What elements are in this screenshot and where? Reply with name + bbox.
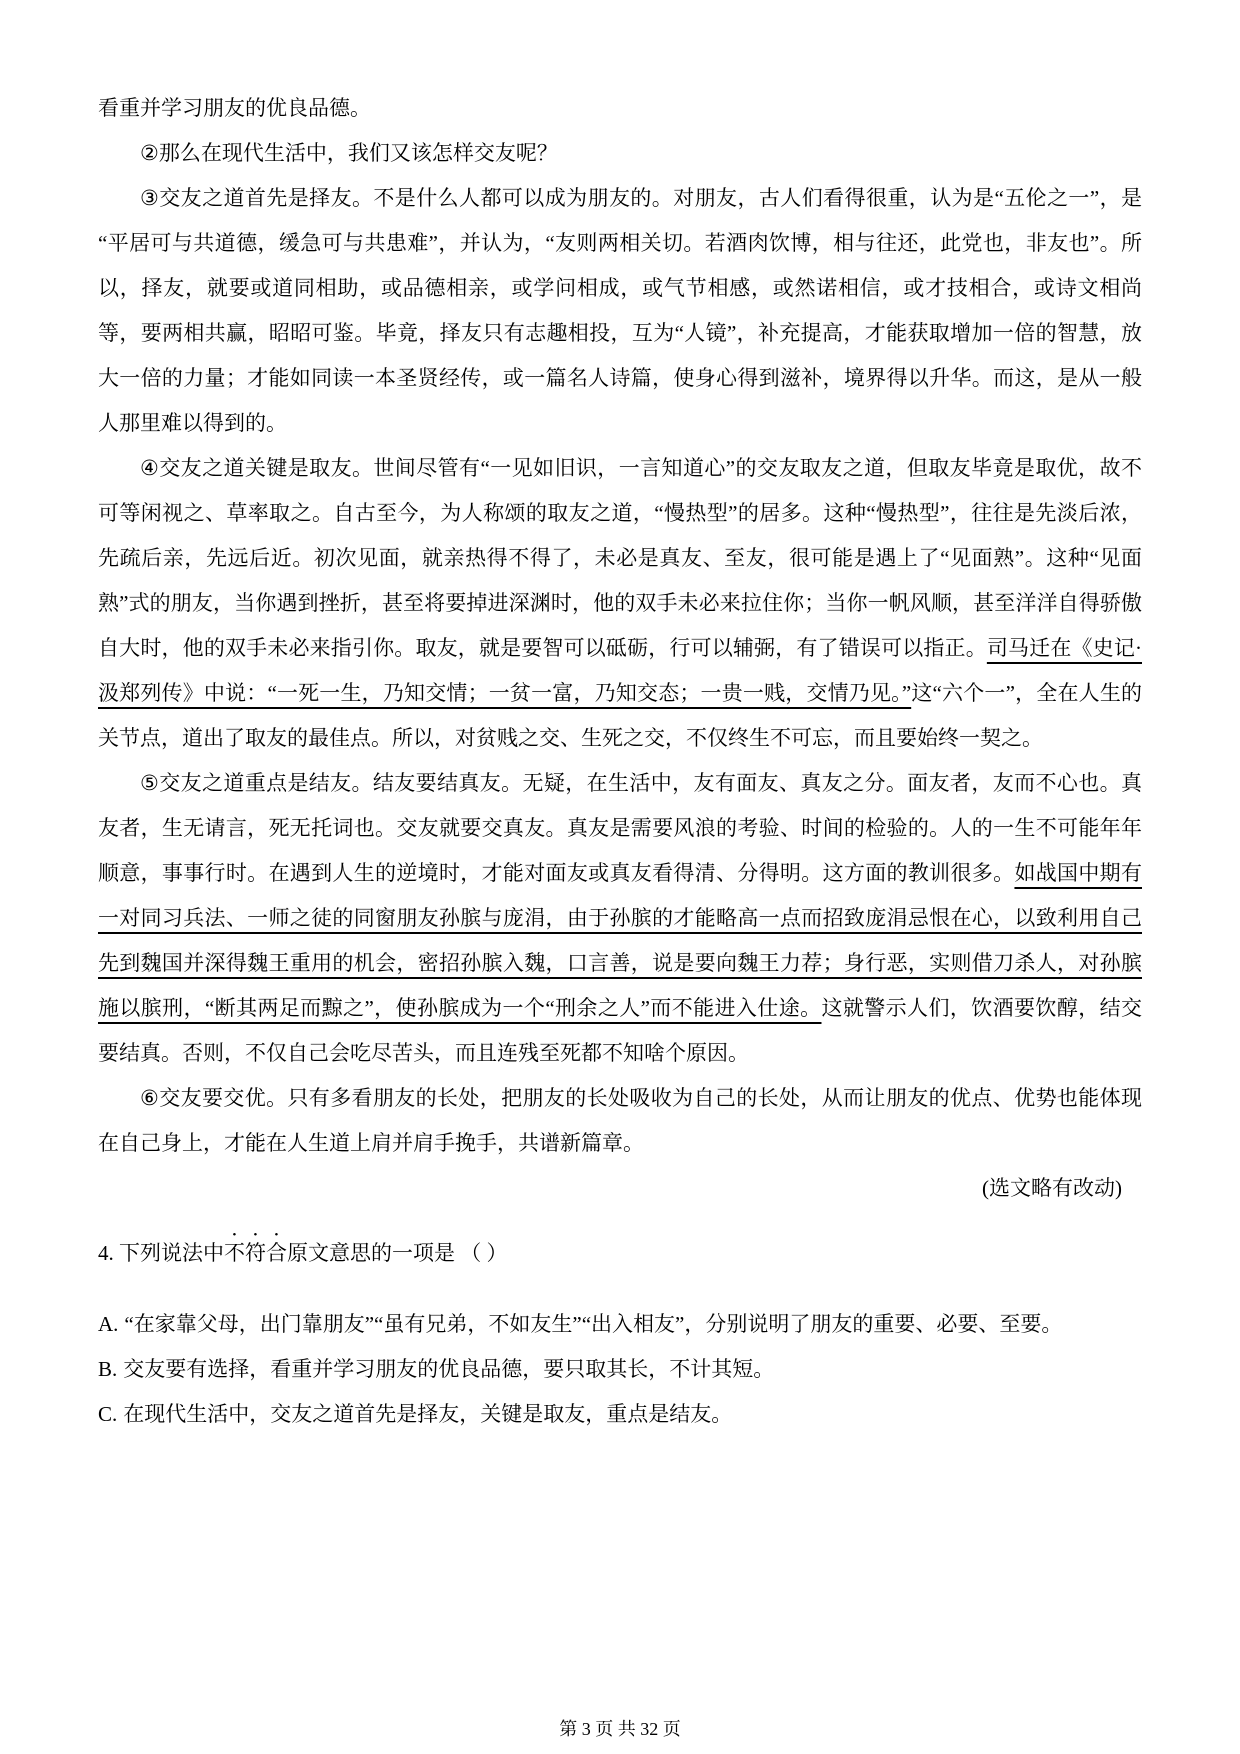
text-run: ⑥交友要交优。只有多看朋友的长处，把朋友的长处吸收为自己的长处，从而让朋友的优点、优势也能体现在自己身上，才能在人生道上肩并肩手挽手，共谱新篇章。: [98, 1086, 1142, 1155]
text-run: 这“六个一”，全在人生的关节点，道出了取友的最佳点。所以，对贫贱之交、生死之交，不仅终生不可忘，而且要始终一契之。: [98, 681, 1142, 750]
text-run: 原文意思的一项是 （ ）: [287, 1241, 508, 1265]
option-label: C.: [98, 1402, 118, 1426]
paragraph: [98, 761, 1142, 1076]
page-footer: 第 3 页 共 32 页: [559, 1719, 681, 1739]
option-text: “在家靠父母，出门靠朋友”“虽有兄弟，不如友生”“出入相友”，分别说明了朋友的重要、必要、至要。: [124, 1312, 1063, 1336]
text-run: ②那么在现代生活中，我们又该怎样交友呢？: [140, 141, 558, 165]
text-run: ③交友之道首先是择友。不是什么人都可以成为朋友的。对朋友，古人们看得很重，认为是“五伦之一”，是“平居可与共道德，缓急可与共患难”，并认为，“友则两相关切。若酒肉饮博，相与往还，此党也，非友也”。所以，择友，就要或道同相助，或品德相亲，或学问相成，或气节相感，或然诺相信，或才技相合，或诗文相尚等，要两相共赢，昭昭可鉴。毕竟，择友只有志趣相投，互为“人镜”，补充提高，才能获取增加一倍的智慧，放大一倍的力量；才能如同读一本圣贤经传，或一篇名人诗篇，使身心得到滋补，境界得以升华。而这，是从一般人那里难以得到的。: [98, 186, 1142, 435]
option-row: [98, 1347, 1142, 1392]
options: [98, 1302, 1142, 1437]
question-4: [98, 1229, 1142, 1276]
text-run: ④交友之道关键是取友。世间尽管有“一见如旧识，一言知道心”的交友取友之道，但取友毕竟是取优，故不可等闲视之、草率取之。自古至今，为人称颂的取友之道，“慢热型”的居多。这种“慢热型”，往往是先淡后浓，先疏后亲，先远后近。初次见面，就亲热得不得了，未必是真友、至友，很可能是遇上了“见面熟”。这种“见面熟”式的朋友，当你遇到挫折，甚至将要掉进深渊时，他的双手未必来拉住你；当你一帆风顺，甚至洋洋自得骄傲自大时，他的双手未必来指引你。取友，就是要智可以砥砺，行可以辅弼，有了错误可以指正。: [98, 456, 1142, 660]
option-row: [98, 1392, 1142, 1437]
text-run: 4. 下列说法中: [98, 1241, 224, 1265]
paragraph: [98, 86, 1142, 131]
emphasized-text: 不符合: [224, 1241, 287, 1265]
text-run: 看重并学习朋友的优良品德。: [98, 96, 371, 120]
text-run: ⑤交友之道重点是结友。结友要结真友。无疑，在生活中，友有面友、真友之分。面友者，友而不心也。真友者，生无请言，死无托词也。交友就要交真友。真友是需要风浪的考验、时间的检验的。人的一生不可能年年顺意，事事行时。在遇到人生的逆境时，才能对面友或真友看得清、分得明。这方面的教训很多。: [98, 771, 1142, 885]
underlined-text: 司马迁在《史记·汲郑列传》中说：“一死一生，乃知交情；一贫一富，乃知交态；一贵一贱，交情乃见。”: [98, 636, 1142, 705]
underlined-text: 如战国中期有一对同习兵法、一师之徒的同窗朋友孙膑与庞涓，由于孙膑的才能略高一点而招致庞涓忌恨在心，以致利用自己先到魏国并深得魏王重用的机会，密招孙膑入魏，口言善，说是要向魏王力荐；身行恶，实则借刀杀人，对孙膑施以膑刑，“断其两足而黥之”，使孙膑成为一个“刑余之人”而不能进入仕途。: [98, 861, 1142, 1020]
option-label: A.: [98, 1312, 119, 1336]
paragraph: [98, 131, 1142, 176]
option-row: [98, 1302, 1142, 1347]
option-text: 交友要有选择，看重并学习朋友的优良品德，要只取其长，不计其短。: [123, 1357, 775, 1381]
option-text: 在现代生活中，交友之道首先是择友，关键是取友，重点是结友。: [123, 1402, 733, 1426]
passage: [98, 86, 1142, 1166]
attribution: (选文略有改动): [982, 1176, 1122, 1200]
option-label: B.: [98, 1357, 118, 1381]
paragraph: [98, 176, 1142, 446]
paragraph: [98, 1076, 1142, 1166]
text-run: 这就警示人们，饮酒要饮醇，结交要结真。否则，不仅自己会吃尽苦头，而且连残至死都不知啥个原因。: [98, 996, 1143, 1065]
paragraph: [98, 446, 1142, 761]
